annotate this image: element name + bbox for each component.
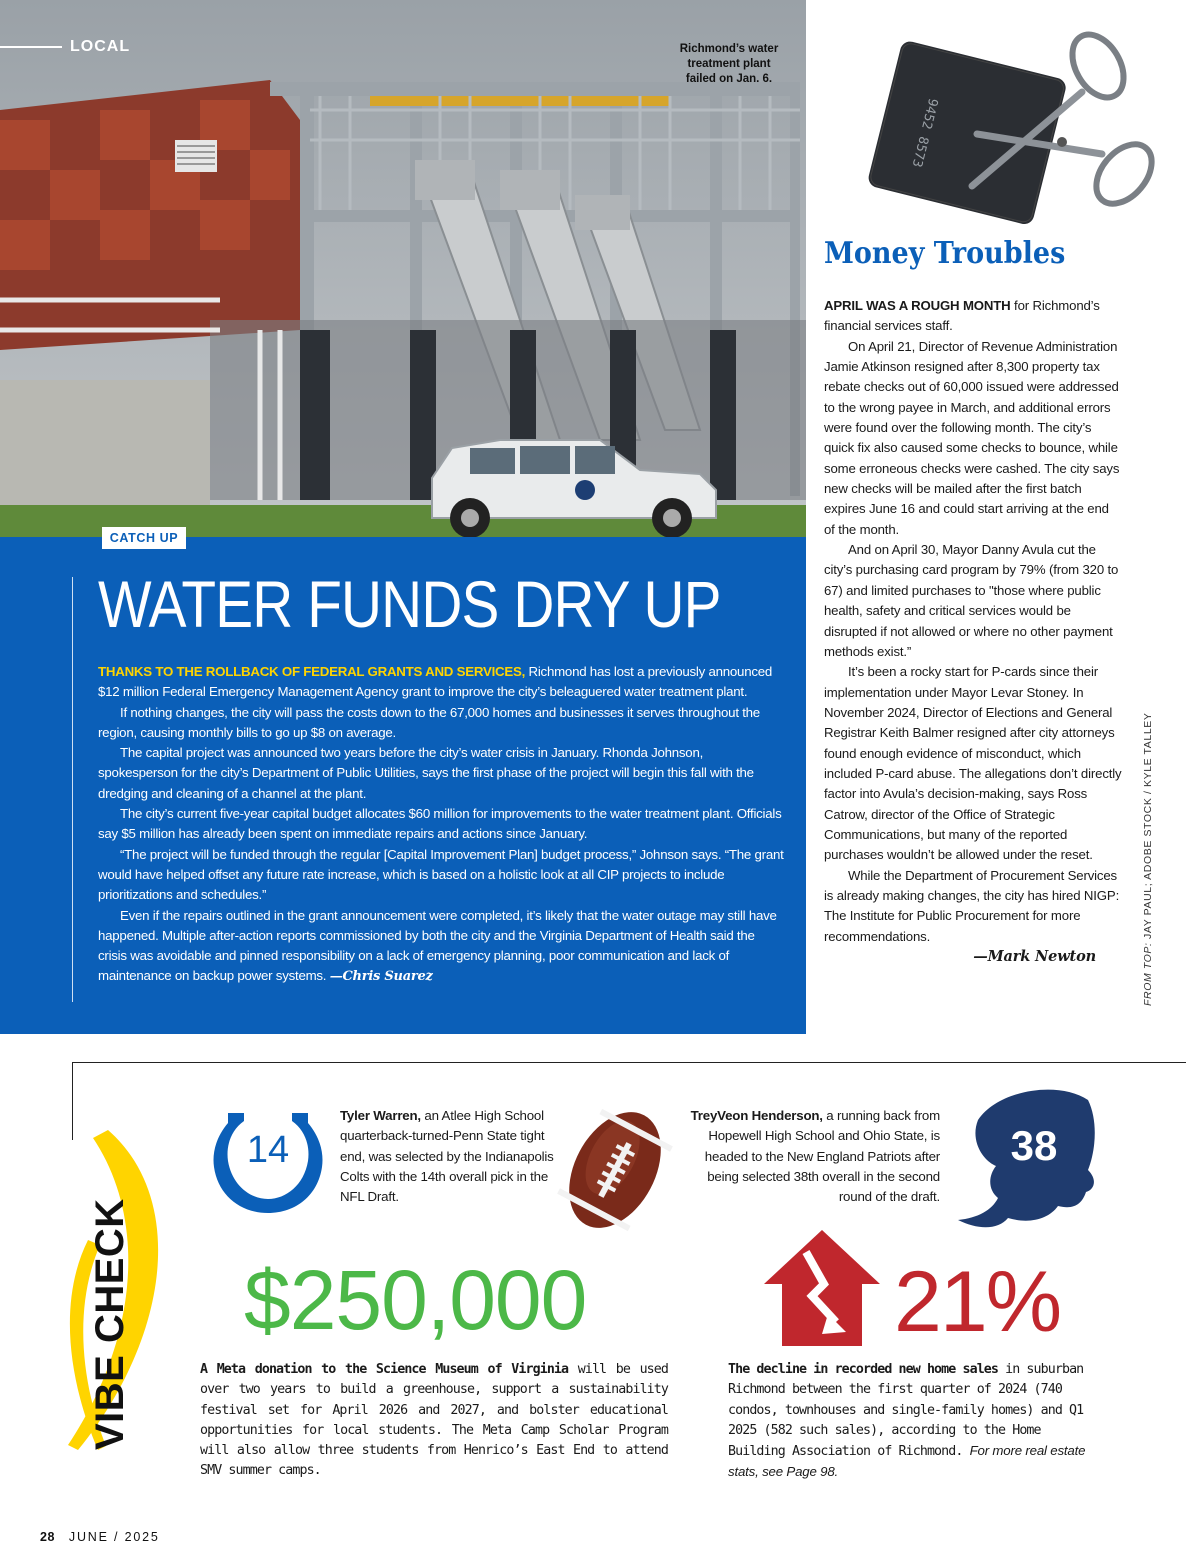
section-label: LOCAL: [70, 38, 131, 55]
issue-date: JUNE / 2025: [68, 1530, 160, 1544]
home-sales-text: in suburban Richmond between the first quarter of 2024 (740 condos, townhouses and single-family homes) and Q1 2025 (582 such sales), according to the Home Building Association of Richmond.: [728, 1362, 1084, 1460]
home-sales-decline-percent: 21%: [894, 1254, 1061, 1350]
money-byline: —Mark Newton: [973, 948, 1096, 965]
photo-credit-names: JAY PAUL; ADOBE STOCK / KYLE TALLEY: [1142, 712, 1154, 939]
tyler-pick-number: 14: [246, 1129, 290, 1171]
money-paragraph: While the Department of Procurement Services is already making changes, the city has hired NIGP: The Institute for Public Procurement for more recommendations.: [824, 867, 1120, 944]
photo-credit: [1142, 712, 1154, 1006]
money-lead-in: APRIL WAS A ROUGH MONTH: [824, 298, 1011, 313]
scissors-credit-card-icon: [862, 14, 1162, 234]
catch-up-paragraph: [98, 906, 784, 988]
catch-up-headline: WATER FUNDS DRY UP: [98, 567, 721, 641]
home-sales-lead: The decline in recorded new home sales: [728, 1362, 999, 1377]
football-icon: [555, 1100, 675, 1240]
catch-up-article: [98, 662, 784, 988]
catch-up-paragraph: “The project will be funded through the regular [Capital Improvement Plan] budget process,” Johnson says. “The grant would have helped offset any future rate increase, which is based on a holistic look at all CIP projects to include prioritizations and schedules.”: [98, 846, 784, 903]
catch-up-rule: [72, 577, 73, 1002]
meta-donation-blurb: [200, 1360, 668, 1482]
catch-up-lead-in: THANKS TO THE ROLLBACK OF FEDERAL GRANTS AND SERVICES,: [98, 664, 526, 679]
catch-up-paragraph: If nothing changes, the city will pass the costs down to the 67,000 homes and businesses it serves throughout the region, causing monthly bills to go up $8 on average.: [98, 704, 760, 740]
money-lead-text: for Richmond’s financial services staff.: [824, 298, 1100, 334]
catch-up-paragraph: The capital project was announced two years before the city’s water crisis in January. Rhonda Johnson, spokesperson for the city’s Department of Public Utilities, says the first phase of the project will begin this fall with the dredging and cleaning of a channel at the plant.: [98, 745, 754, 801]
page-number: 28: [40, 1530, 55, 1544]
section-tag: [0, 38, 130, 56]
catch-up-panel: [0, 537, 806, 1034]
vibe-check-label: VIBE CHECK: [88, 1198, 132, 1450]
money-paragraph: It’s been a rocky start for P-cards since their implementation under Mayor Levar Stoney. In November 2024, Director of Elections and General Registrar Keith Balmer resigned after city attorneys found enough evidence of misconduct, which included P-card abuse. The allegations don’t directly factor into Avula’s decision-making, says Ross Catrow, director of the Office of Strategic Communications, but many of the reported purchases wouldn’t be allowed under the reset.: [824, 664, 1122, 863]
catch-up-last-text: Even if the repairs outlined in the grant announcement were completed, it’s likely that the water outage may still have happened. Multiple after-action reports commissioned by both the city and the Virginia Department of Health said the crisis was avoidable and pinned responsibility on a lack of emergency planning, poor communication and lack of maintenance on backup power systems.: [98, 907, 777, 984]
home-sales-page-ref: For more real estate stats, see Page 98.: [728, 1443, 1086, 1480]
svg-text:9452 8573: 9452 8573: [908, 96, 941, 169]
photo-caption: Richmond’s water treatment plant failed on Jan. 6.: [679, 43, 779, 85]
trey-name: TreyVeon Henderson,: [690, 1108, 823, 1123]
meta-text: will be used over two years to build a greenhouse, support a sustainability festival set for April 2026 and 2027, and bolster educational opportunities for local students. The Meta Camp Scholar Program will also allow three students from Henrico’s East End to attend SMV summer camps.: [200, 1362, 668, 1479]
broken-house-icon: [762, 1226, 882, 1350]
money-troubles-title: Money Troubles: [824, 236, 1066, 271]
tyler-text: an Atlee High School quarterback-turned-Penn State tight end, was selected by the Indianapolis Colts with the 14th overall pick in the NFL Draft.: [340, 1108, 554, 1205]
photo-credit-prefix: FROM TOP:: [1142, 938, 1154, 1006]
water-plant-photo: [0, 0, 806, 540]
catch-up-badge: CATCH UP: [102, 527, 186, 549]
tyler-name: Tyler Warren,: [340, 1108, 421, 1123]
meta-lead: A Meta donation to the Science Museum of Virginia: [200, 1362, 569, 1377]
home-sales-blurb: [728, 1360, 1088, 1484]
money-lead-paragraph: [824, 296, 1122, 337]
money-troubles-article: [824, 296, 1122, 967]
catch-up-lead-paragraph: [98, 662, 784, 703]
catch-up-lead-text: Richmond has lost a previously announced $12 million Federal Emergency Management Agency grant to improve the city’s beleaguered water treatment plant.: [98, 664, 773, 700]
page-folio: [40, 1530, 160, 1544]
section-rule: [0, 46, 62, 48]
tyler-warren-blurb: [340, 1106, 572, 1207]
treyveon-henderson-blurb: [672, 1106, 940, 1207]
catch-up-byline: —Chris Suarez: [329, 969, 433, 985]
meta-donation-amount: $250,000: [244, 1253, 587, 1347]
money-paragraph: And on April 30, Mayor Danny Avula cut the city’s purchasing card program by 79% (from 320 to 67) and limited purchases to "those where public health, safety and critical services would be disrupted if not allowed or where no other payment methods exist.”: [824, 542, 1119, 659]
catch-up-paragraph: The city’s current five-year capital budget allocates $60 million for improvements to the water treatment plant. Officials say $5 million has already been spent on immediate repairs and actions since January.: [98, 806, 782, 842]
trey-pick-number: 38: [1010, 1122, 1058, 1169]
money-paragraph: On April 21, Director of Revenue Administration Jamie Atkinson resigned after 8,300 property tax rebate checks out of 60,000 issued were addressed to the wrong payee in March, and additional errors were found over the following month. The city’s quick fix also caused some checks to bounce, while some erroneous checks were cashed. The city says new checks will be mailed after the first batch expires June 16 and could start arriving at the end of the month.: [824, 338, 1120, 537]
vibe-check-top-rule: [72, 1062, 1186, 1063]
trey-text: a running back from Hopewell High School and Ohio State, is headed to the New England Patriots after being selected 38th overall in the second round of the draft.: [704, 1108, 940, 1205]
